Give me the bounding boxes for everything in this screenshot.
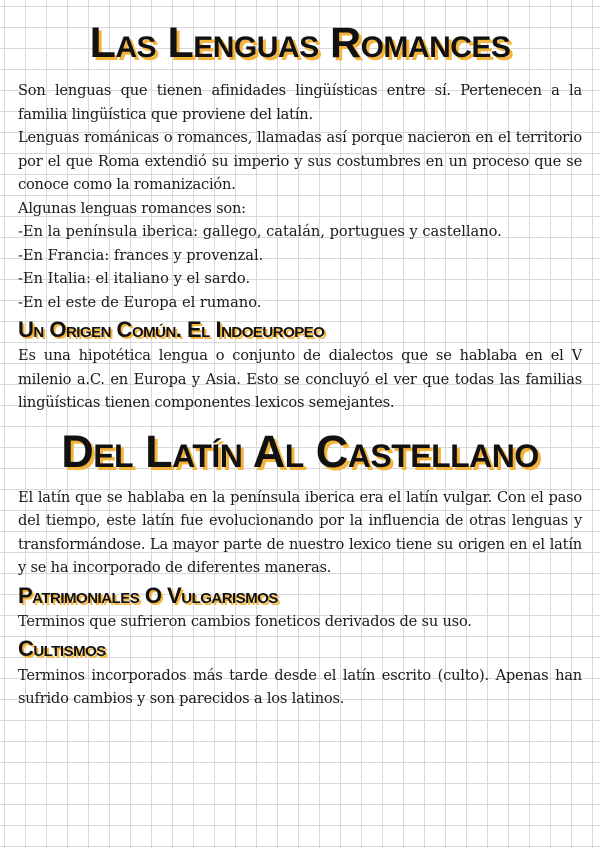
- notes-page: [18, 19, 582, 711]
- intro-paragraph-3: Algunas lenguas romances son:: [18, 199, 246, 217]
- list-item: -En el este de Europa el rumano.: [18, 293, 262, 311]
- section-title-latin: Del Latín Al Castellano: [61, 425, 539, 477]
- subheading-cultismos: Cultismos: [18, 636, 106, 662]
- subheading-indoeuropeo: Un Origen Común. El Indoeuropeo: [18, 317, 325, 342]
- intro-paragraph-1: Son lenguas que tienen afinidades lingüísticas entre sí. Pertenecen a la familia lingüística que proviene del latín.: [18, 82, 582, 123]
- intro-paragraph-2: Lenguas románicas o romances, llamadas así porque nacieron en el territorio por el que Roma extendió su imperio y sus costumbres en un proceso que se conoce como la romanización.: [18, 129, 582, 193]
- list-item: -En Francia: frances y provenzal.: [18, 246, 264, 264]
- main-title: Las Lenguas Romances: [89, 19, 511, 67]
- cultismos-paragraph: Terminos incorporados más tarde desde el latín escrito (culto). Apenas han sufrido cambios y son parecidos a los latinos.: [18, 666, 582, 708]
- romance-languages-list: [18, 220, 582, 314]
- list-item: -En Italia: el italiano y el sardo.: [18, 270, 251, 287]
- indoeuropeo-paragraph: Es una hipotética lengua o conjunto de dialectos que se hablaba en el V milenio a.C. en Europa y Asia. Esto se concluyó el ver que todas las familias lingüísticas tienen componentes lexicos semejantes.: [18, 347, 582, 412]
- patrimoniales-paragraph: Terminos que sufrieron cambios foneticos derivados de su uso.: [18, 612, 472, 630]
- latin-paragraph: El latín que se hablaba en la península iberica era el latín vulgar. Con el paso del tiempo, este latín fue evolucionando por la influencia de otras lenguas y transformándose. La mayor parte de nuestro lexico tiene su origen en el latín y se ha incorporado de diferentes maneras.: [18, 488, 582, 577]
- list-item: -En la península iberica: gallego, catalán, portugues y castellano.: [18, 223, 502, 240]
- subheading-patrimoniales: Patrimoniales O Vulgarismos: [18, 582, 278, 608]
